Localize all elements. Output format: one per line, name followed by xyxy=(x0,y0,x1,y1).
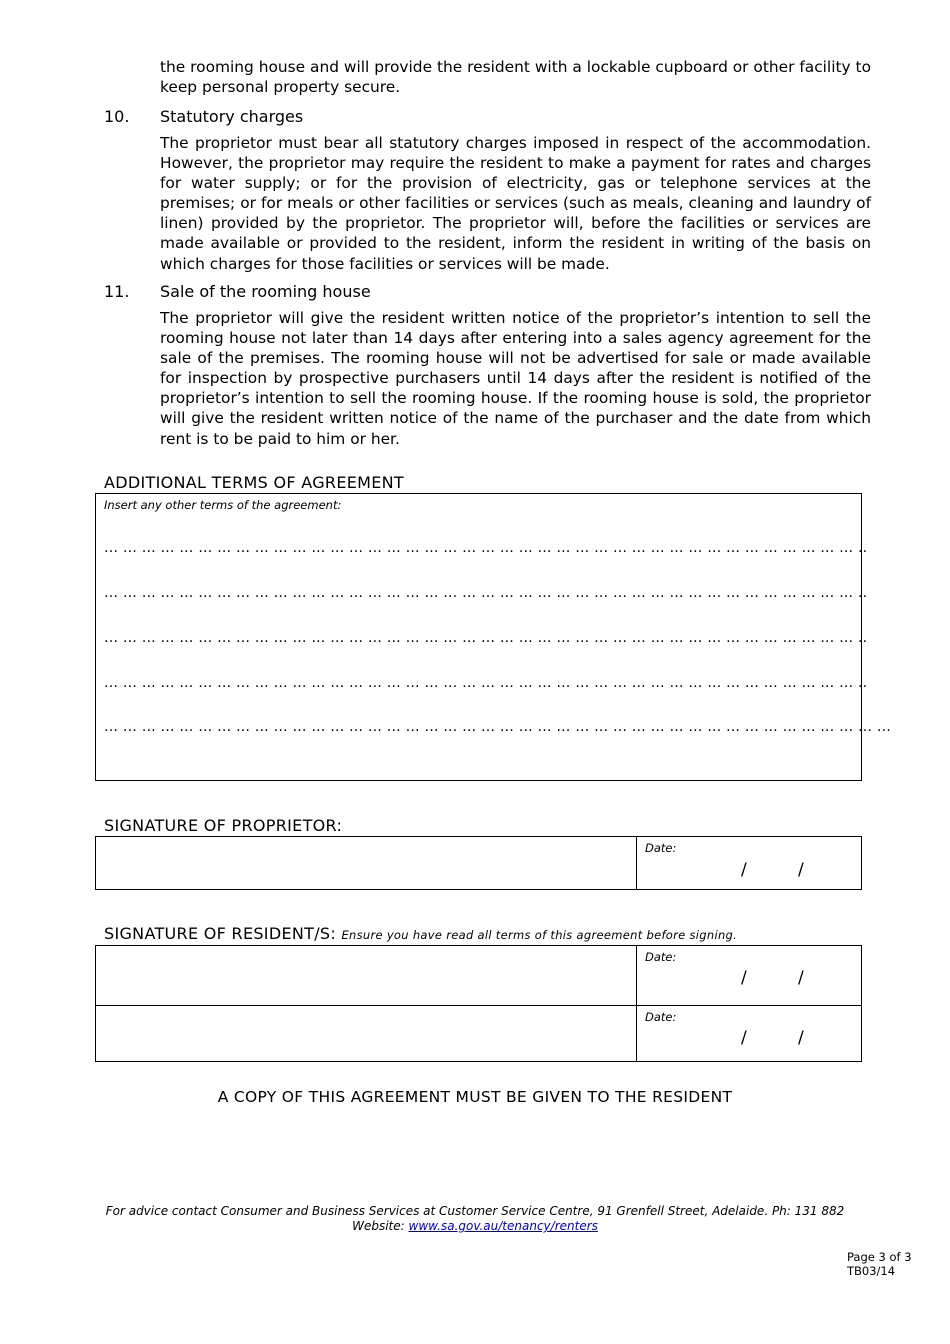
additional-terms-line: … … … … … … … … … … … … … … … … … … … … … … … … … … … … … … … … … … … … … … … … .. xyxy=(104,540,868,556)
date-slash: / xyxy=(741,968,747,988)
resident-signature-heading xyxy=(104,924,737,943)
additional-terms-line: … … … … … … … … … … … … … … … … … … … … … … … … … … … … … … … … … … … … … … … … .. xyxy=(104,630,868,646)
date-slash: / xyxy=(798,968,804,988)
additional-terms-line: … … … … … … … … … … … … … … … … … … … … … … … … … … … … … … … … … … … … … … … … .. xyxy=(104,585,868,601)
clause-11-heading: Sale of the rooming house xyxy=(160,282,371,301)
footer-website-line xyxy=(60,1219,890,1234)
proprietor-date-field[interactable] xyxy=(637,837,861,889)
page-number: Page 3 of 3 xyxy=(847,1250,912,1264)
date-label: Date: xyxy=(645,1010,677,1024)
additional-terms-title: ADDITIONAL TERMS OF AGREEMENT xyxy=(104,473,404,492)
form-code: TB03/14 xyxy=(847,1264,896,1278)
date-label: Date: xyxy=(645,841,677,855)
resident-2-signature-field[interactable] xyxy=(96,1006,636,1061)
date-slash: / xyxy=(741,860,747,880)
resident-signature-table xyxy=(95,945,862,1062)
clause-11-body: The proprietor will give the resident written notice of the proprietor’s intention to sell the rooming house not later than 14 days after entering into a sales agency agreement for the sale of the premises. The rooming house will not be advertised for sale or made available for inspection by prospective purchasers until 14 days after the resident is notified of the proprietor’s intention to sell the rooming house. If the rooming house is sold, the proprietor will give the resident written notice of the name of the purchaser and the date from which rent is to be paid to him or her. xyxy=(160,309,871,448)
continued-paragraph: the rooming house and will provide the resident with a lockable cupboard or other facility to keep personal property secure. xyxy=(160,58,871,97)
additional-terms-line: … … … … … … … … … … … … … … … … … … … … … … … … … … … … … … … … … … … … … … … … … … xyxy=(104,719,892,735)
date-slash: / xyxy=(798,860,804,880)
footer-advice: For advice contact Consumer and Business Services at Customer Service Centre, 91 Grenfell Street, Adelaide. Ph: 131 882 xyxy=(105,1204,845,1218)
footer-website-label: Website: xyxy=(352,1219,405,1233)
date-slash: / xyxy=(741,1028,747,1048)
clause-10-number: 10. xyxy=(104,107,130,126)
clause-11-number: 11. xyxy=(104,282,130,301)
clause-10-heading: Statutory charges xyxy=(160,107,304,126)
resident-signature-note: Ensure you have read all terms of this agreement before signing. xyxy=(341,928,738,942)
proprietor-signature-field[interactable] xyxy=(96,837,636,889)
proprietor-signature-title: SIGNATURE OF PROPRIETOR: xyxy=(104,816,343,835)
resident-1-signature-field[interactable] xyxy=(96,946,636,1005)
page-info xyxy=(847,1250,912,1278)
additional-terms-box[interactable] xyxy=(95,493,892,781)
footer xyxy=(60,1204,890,1234)
resident-signature-title: SIGNATURE OF RESIDENT/S: xyxy=(104,924,337,943)
resident-1-date-field[interactable] xyxy=(637,946,861,1005)
additional-terms-line: … … … … … … … … … … … … … … … … … … … … … … … … … … … … … … … … … … … … … … … … .. xyxy=(104,675,868,691)
copy-notice: A COPY OF THIS AGREEMENT MUST BE GIVEN TO THE RESIDENT xyxy=(217,1088,733,1106)
resident-2-date-field[interactable] xyxy=(637,1006,861,1061)
date-label: Date: xyxy=(645,950,677,964)
additional-terms-instruction: Insert any other terms of the agreement: xyxy=(104,498,342,512)
clause-10-body: The proprietor must bear all statutory charges imposed in respect of the accommodation. However, the proprietor may require the resident to make a payment for rates and charges for water supply; or for the provision of electricity, gas or telephone services at the premises; or for meals or other facilities or services (such as meals, cleaning and laundry of linen) provided by the proprietor. The proprietor will, before the facilities or services are made available or provided to the resident, inform the resident in writing of the basis on which charges for those facilities or services will be made. xyxy=(160,134,871,273)
website-link[interactable]: www.sa.gov.au/tenancy/renters xyxy=(408,1219,598,1233)
date-slash: / xyxy=(798,1028,804,1048)
proprietor-signature-row xyxy=(95,836,862,890)
